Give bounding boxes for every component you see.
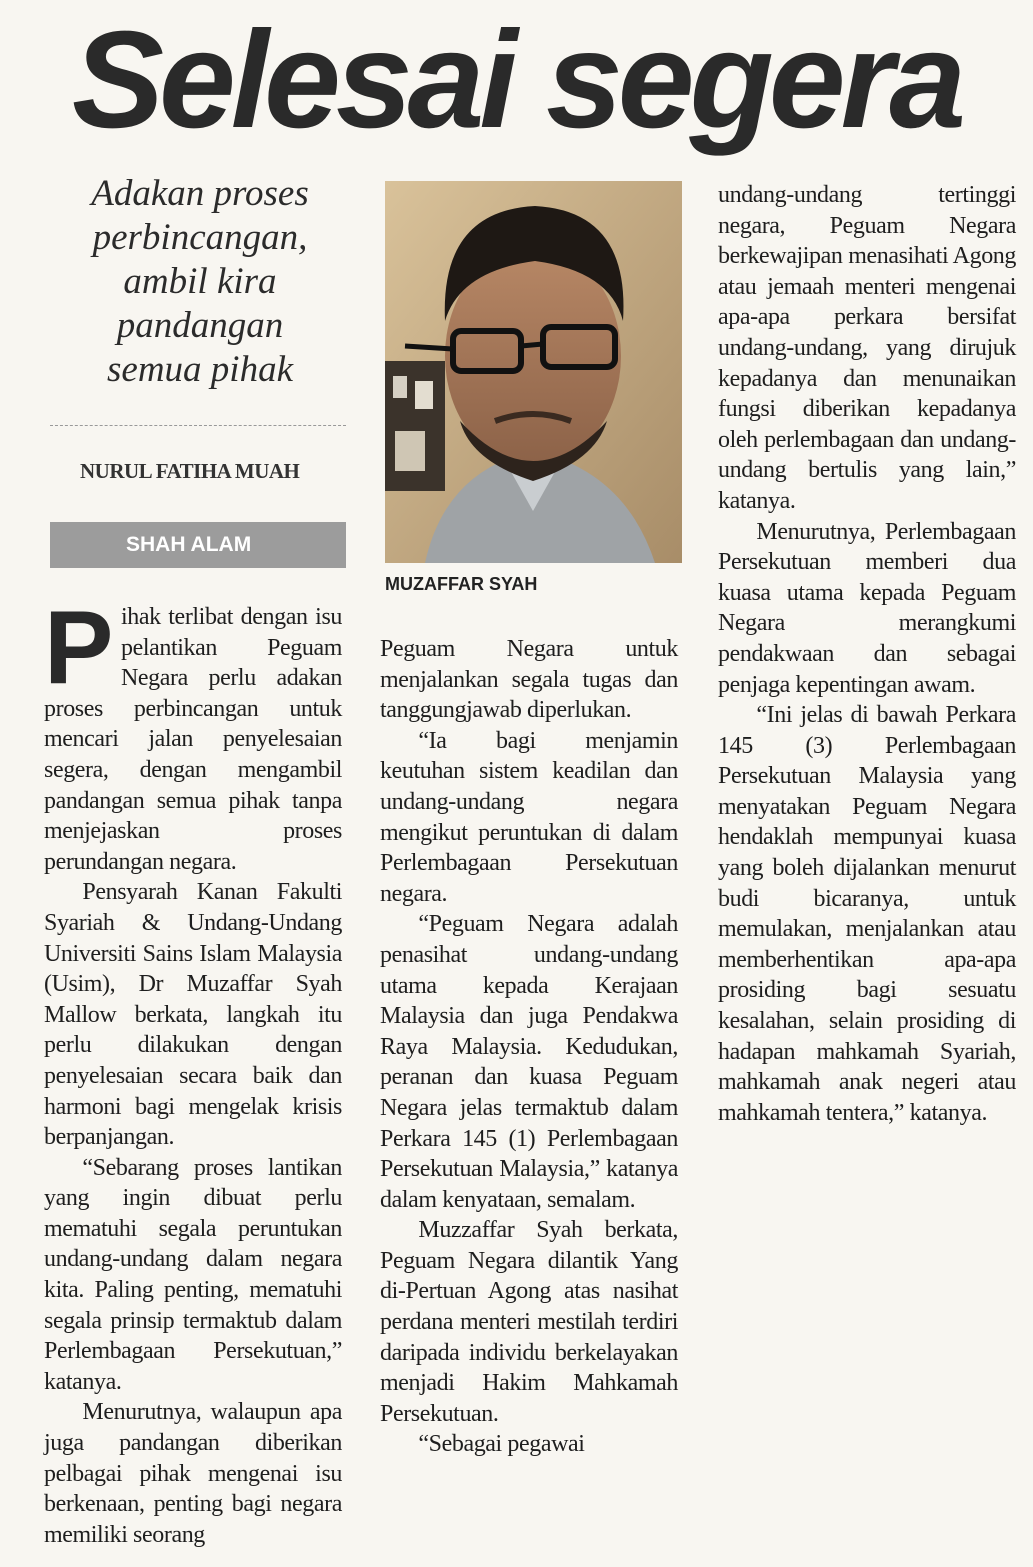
photo-caption: MUZAFFAR SYAH — [385, 574, 538, 594]
article-column-1 — [44, 590, 342, 1550]
article-paragraph: Pensyarah Kanan Fakulti Syariah & Undang-Undang Universiti Sains Islam Malaysia (Usim), Dr Muzaffar Syah Mallow berkata, langkah itu perlu dilakukan dengan penyelesaian secara baik dan harmoni bagi mengelak krisis berpanjangan. — [44, 879, 342, 1151]
article-paragraph: Menurutnya, walaupun apa juga pandangan diberikan pelbagai pihak mengenai isu berkenaan, penting bagi negara memiliki seorang — [44, 1399, 342, 1548]
article-paragraph: “Ia bagi menjamin keutuhan sistem keadilan dan undang-undang negara mengikut peruntukan di dalam Perlembagaan Persekutuan negara. — [380, 727, 678, 907]
article-paragraph: Muzzaffar Syah berkata, Peguam Negara dilantik Yang di-Pertuan Agong atas nasihat perdana menteri mestilah terdiri daripada individu berkelayakan menjadi Hakim Mahkamah Persekutuan. — [380, 1217, 678, 1427]
article-paragraph: Peguam Negara untuk menjalankan segala tugas dan tanggungjawab diperlukan. — [380, 636, 678, 724]
article-paragraph: “Peguam Negara adalah penasihat undang-undang utama kepada Kerajaan Malaysia dan juga Pendakwa Raya Malaysia. Kedudukan, peranan dan kuasa Peguam Negara jelas termaktub dalam Perkara 145 (1) Perlembagaan Persekutuan Malaysia,” katanya dalam kenyataan, semalam. — [380, 911, 678, 1213]
divider — [50, 425, 346, 426]
article-paragraph: Menurutnya, Perlembagaan Persekutuan memberi dua kuasa utama kepada Peguam Negara merangkumi pendakwaan dan sebagai penjaga kepentingan awam. — [718, 518, 1016, 698]
headline: Selesai segera — [71, 3, 962, 157]
dateline-bar: SHAH ALAM — [50, 522, 346, 568]
drop-cap: P — [44, 590, 113, 706]
article-paragraph: undang-undang tertinggi negara, Peguam Negara berkewajipan menasihati Agong atau jemaah menteri mengenai apa-apa perkara bersifat undang-undang, yang dirujuk kepadanya dan menunaikan fungsi diberikan kepadanya oleh perlembagaan dan undang-undang bertulis yang lain,” katanya. — [718, 182, 1016, 514]
article-column-3 — [718, 180, 1016, 1128]
article-paragraph — [44, 590, 342, 877]
portrait-photo — [385, 181, 682, 563]
byline: NURUL FATIHA MUAH — [80, 459, 300, 483]
article-paragraph: “Ini jelas di bawah Perkara 145 (3) Perlembagaan Persekutuan Malaysia yang menyatakan Peguam Negara hendaklah mempunyai kuasa yang boleh dijalankan menurut budi bicaranya, untuk memulakan, menjalankan atau memberhentikan apa-apa prosiding bagi sesuatu kesalahan, selain prosiding di hadapan mahkamah Syariah, mahkamah anak negeri atau mahkamah tentera,” katanya. — [718, 702, 1016, 1126]
article-paragraph: “Sebagai pegawai — [418, 1431, 585, 1458]
article-column-2 — [380, 634, 678, 1460]
lead-text: ihak terlibat dengan isu pelantikan Peguam Negara perlu adakan proses perbincangan untuk mencari jalan penyelesaian segera, dengan mengambil pandangan semua pihak tanpa menjejaskan proses perundangan negara. — [44, 604, 342, 875]
deck-subheadline: Adakan proses perbincangan, ambil kira pandangan semua pihak — [91, 173, 309, 390]
article-paragraph: “Sebarang proses lantikan yang ingin dibuat perlu mematuhi segala peruntukan undang-undang dalam negara kita. Paling penting, mematuhi segala prinsip termaktub dalam Perlembagaan Persekutuan,” katanya. — [44, 1154, 342, 1395]
